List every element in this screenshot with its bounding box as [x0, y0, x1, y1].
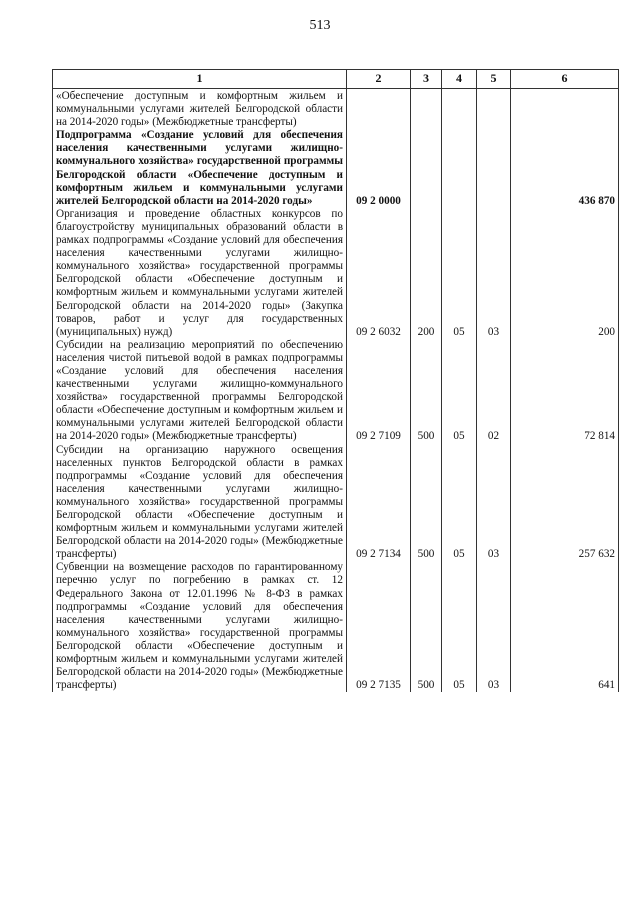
row-description: Субсидии на организацию наружного освещения населенных пунктов Белгородской области в рамках подпрограммы «Создание условий для обеспечения населения качественными услугами жилищно-коммунального хозяйства» государственной программы Белгородской области «Обеспечение доступным и комфортным жильем и коммунальными услугами жителей Белгородской области на 2014-2020 годы» (Межбюджетные трансферты)	[53, 444, 347, 562]
row-expense-type	[411, 129, 442, 208]
row-amount: 257 632	[511, 444, 619, 562]
row-description: Организация и проведение областных конкурсов по благоустройству муниципальных образований области в рамках подпрограммы «Создание условий для обеспечения населения качественными услугами жилищно-коммунального хозяйства» государственной программы Белгородской области «Обеспечение доступным и комфортным жильем и коммунальными услугами жителей Белгородской области на 2014-2020 годы» (Закупка товаров, работ и услуг для государственных (муниципальных) нужд)	[53, 208, 347, 339]
row-section: 05	[442, 208, 477, 339]
row-code: 09 2 7109	[347, 339, 411, 444]
row-description: Субсидии на реализацию мероприятий по обеспечению населения чистой питьевой водой в рамках подпрограммы «Создание условий для обеспечения населения качественными услугами жилищно-коммунального хозяйства» государственной программы Белгородской области «Обеспечение доступным и комфортным жильем и коммунальными услугами жителей Белгородской области на 2014-2020 годы» (Межбюджетные трансферты)	[53, 339, 347, 444]
row-section: 05	[442, 339, 477, 444]
row-description: Подпрограмма «Создание условий для обеспечения населения качественными услугами жилищно-коммунального хозяйства» государственной программы Белгородской области «Обеспечение доступным и комфортным жильем и коммунальными услугами жителей Белгородской области на 2014-2020 годы»	[53, 129, 347, 208]
column-header: 1	[53, 70, 347, 89]
row-description: Субвенции на возмещение расходов по гарантированному перечню услуг по погребению в рамках ст. 12 Федерального Закона от 12.01.1996 № 8-ФЗ в рамках подпрограммы «Создание условий для обеспечения населения качественными услугами жилищно-коммунального хозяйства» государственной программы Белгородской области «Обеспечение доступным и комфортным жильем и коммунальными услугами жителей Белгородской области на 2014-2020 годы» (Межбюджетные трансферты)	[53, 561, 347, 692]
row-subsection: 03	[477, 208, 511, 339]
row-expense-type: 500	[411, 444, 442, 562]
page-number: 513	[309, 18, 331, 33]
row-expense-type: 500	[411, 339, 442, 444]
row-subsection: 02	[477, 339, 511, 444]
table-row	[53, 339, 619, 444]
row-expense-type: 200	[411, 208, 442, 339]
continuation-text: «Обеспечение доступным и комфортным жильем и коммунальными услугами жителей Белгородской области на 2014-2020 годы» (Межбюджетные трансферты)	[53, 89, 347, 130]
column-header: 2	[347, 70, 411, 89]
row-section: 05	[442, 444, 477, 562]
column-header: 3	[411, 70, 442, 89]
row-subsection: 03	[477, 444, 511, 562]
row-subsection: 03	[477, 561, 511, 692]
row-section: 05	[442, 561, 477, 692]
row-code: 09 2 7135	[347, 561, 411, 692]
row-amount: 72 814	[511, 339, 619, 444]
row-subsection	[477, 129, 511, 208]
column-header: 5	[477, 70, 511, 89]
table-header-row	[53, 70, 619, 89]
table-row	[53, 208, 619, 339]
row-section	[442, 129, 477, 208]
row-code: 09 2 7134	[347, 444, 411, 562]
continuation-row	[53, 89, 619, 130]
column-header: 6	[511, 70, 619, 89]
table-row	[53, 444, 619, 562]
row-code: 09 2 0000	[347, 129, 411, 208]
row-code: 09 2 6032	[347, 208, 411, 339]
table-row	[53, 561, 619, 692]
row-amount: 641	[511, 561, 619, 692]
row-amount: 436 870	[511, 129, 619, 208]
row-amount: 200	[511, 208, 619, 339]
row-expense-type: 500	[411, 561, 442, 692]
budget-table	[52, 69, 619, 692]
table-row	[53, 129, 619, 208]
column-header: 4	[442, 70, 477, 89]
